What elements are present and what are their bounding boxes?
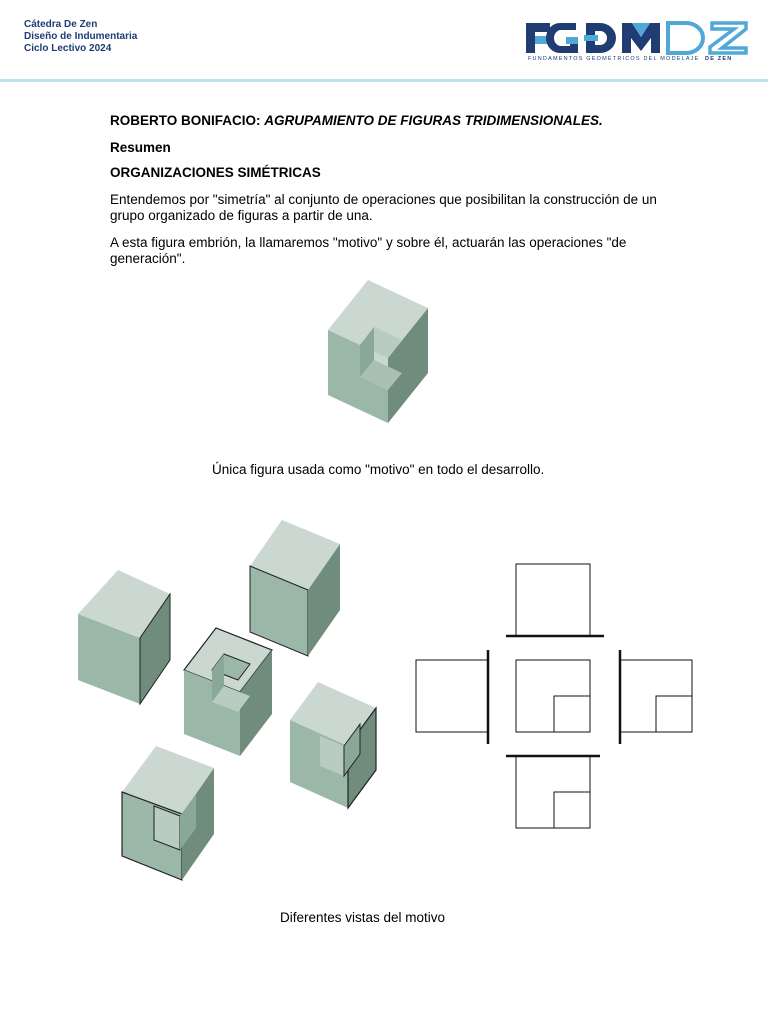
paragraph-1: Entendemos por "simetría" al conjunto de operaciones que posibilitan la construcción de un grupo organizado de figuras a partir de una. xyxy=(110,192,657,223)
page-header xyxy=(0,0,768,80)
institution-line-2: Diseño de Indumentaria xyxy=(24,31,138,42)
document-title xyxy=(110,113,603,128)
figure-1-caption: Única figura usada como "motivo" en todo el desarrollo. xyxy=(212,462,545,477)
orthographic-views xyxy=(416,564,692,828)
title-author: ROBERTO BONIFACIO: xyxy=(110,113,265,128)
view-cube-notched-right xyxy=(290,682,376,808)
section-label: Resumen xyxy=(110,140,171,155)
motivo-views-figure xyxy=(60,510,720,900)
logo-subtitle xyxy=(528,56,732,62)
institution-line-3: Ciclo Lectivo 2024 xyxy=(24,43,112,54)
logo-subtitle-bold: DE ZEN xyxy=(705,56,733,62)
institution-line-1: Cátedra De Zen xyxy=(24,19,98,30)
figure-2-caption: Diferentes vistas del motivo xyxy=(280,910,446,925)
title-work: AGRUPAMIENTO DE FIGURAS TRIDIMENSIONALES. xyxy=(264,113,603,128)
view-cube-plain-left xyxy=(78,570,170,704)
logo-subtitle-text: FUNDAMENTOS GEOMÉTRICOS DEL MODELAJE xyxy=(528,56,700,62)
view-cube-plain-top xyxy=(250,520,340,656)
institution-block xyxy=(24,19,137,55)
paragraph-2: A esta figura embrión, la llamaremos "motivo" y sobre él, actuarán las operaciones "de generación". xyxy=(110,235,627,266)
header-divider xyxy=(0,79,768,82)
section-heading: ORGANIZACIONES SIMÉTRICAS xyxy=(110,165,321,180)
view-cube-notched-bottom xyxy=(122,746,214,880)
motivo-figure xyxy=(320,278,432,428)
view-cube-notched-center xyxy=(184,628,272,756)
